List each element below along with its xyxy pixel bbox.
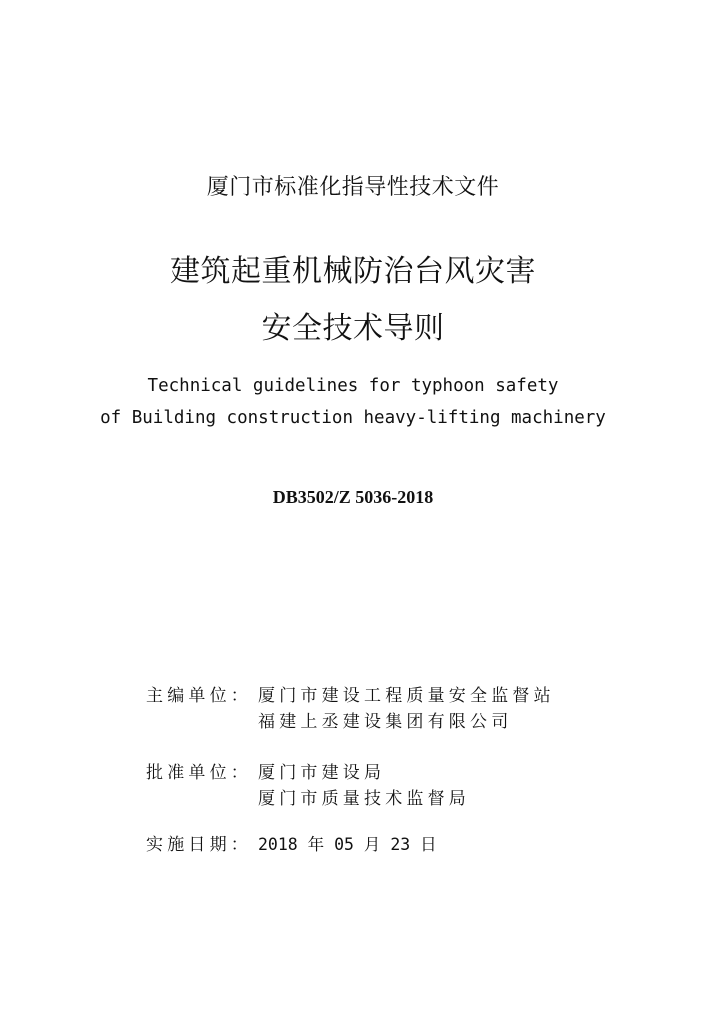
- implementation-date: 2018 年 05 月 23 日: [258, 835, 437, 854]
- implementation-date-section: [146, 832, 437, 858]
- document-category: 厦门市标准化指导性技术文件: [206, 175, 500, 200]
- approval-unit-2: 厦门市质量技术监督局: [258, 789, 470, 809]
- approval-unit-1: 厦门市建设局: [258, 763, 386, 783]
- implementation-date-label: 实施日期：: [146, 835, 252, 855]
- approval-units-label: 批准单位：: [146, 763, 252, 783]
- editing-unit-1: 厦门市建设工程质量安全监督站: [258, 686, 555, 706]
- chinese-title-line-2: 安全技术导则: [261, 311, 445, 346]
- approval-units-section: [146, 760, 470, 812]
- editing-units-section: [146, 683, 555, 735]
- editing-units-label: 主编单位：: [146, 686, 252, 706]
- spacer: [146, 709, 258, 735]
- chinese-title-line-1: 建筑起重机械防治台风灾害: [170, 254, 536, 289]
- english-title-line-1: Technical guidelines for typhoon safety: [147, 376, 559, 396]
- standard-number: DB3502/Z 5036-2018: [272, 487, 434, 507]
- editing-unit-2: 福建上丞建设集团有限公司: [258, 712, 513, 732]
- spacer: [146, 786, 258, 812]
- english-title-line-2: of Building construction heavy-lifting machinery: [100, 408, 606, 428]
